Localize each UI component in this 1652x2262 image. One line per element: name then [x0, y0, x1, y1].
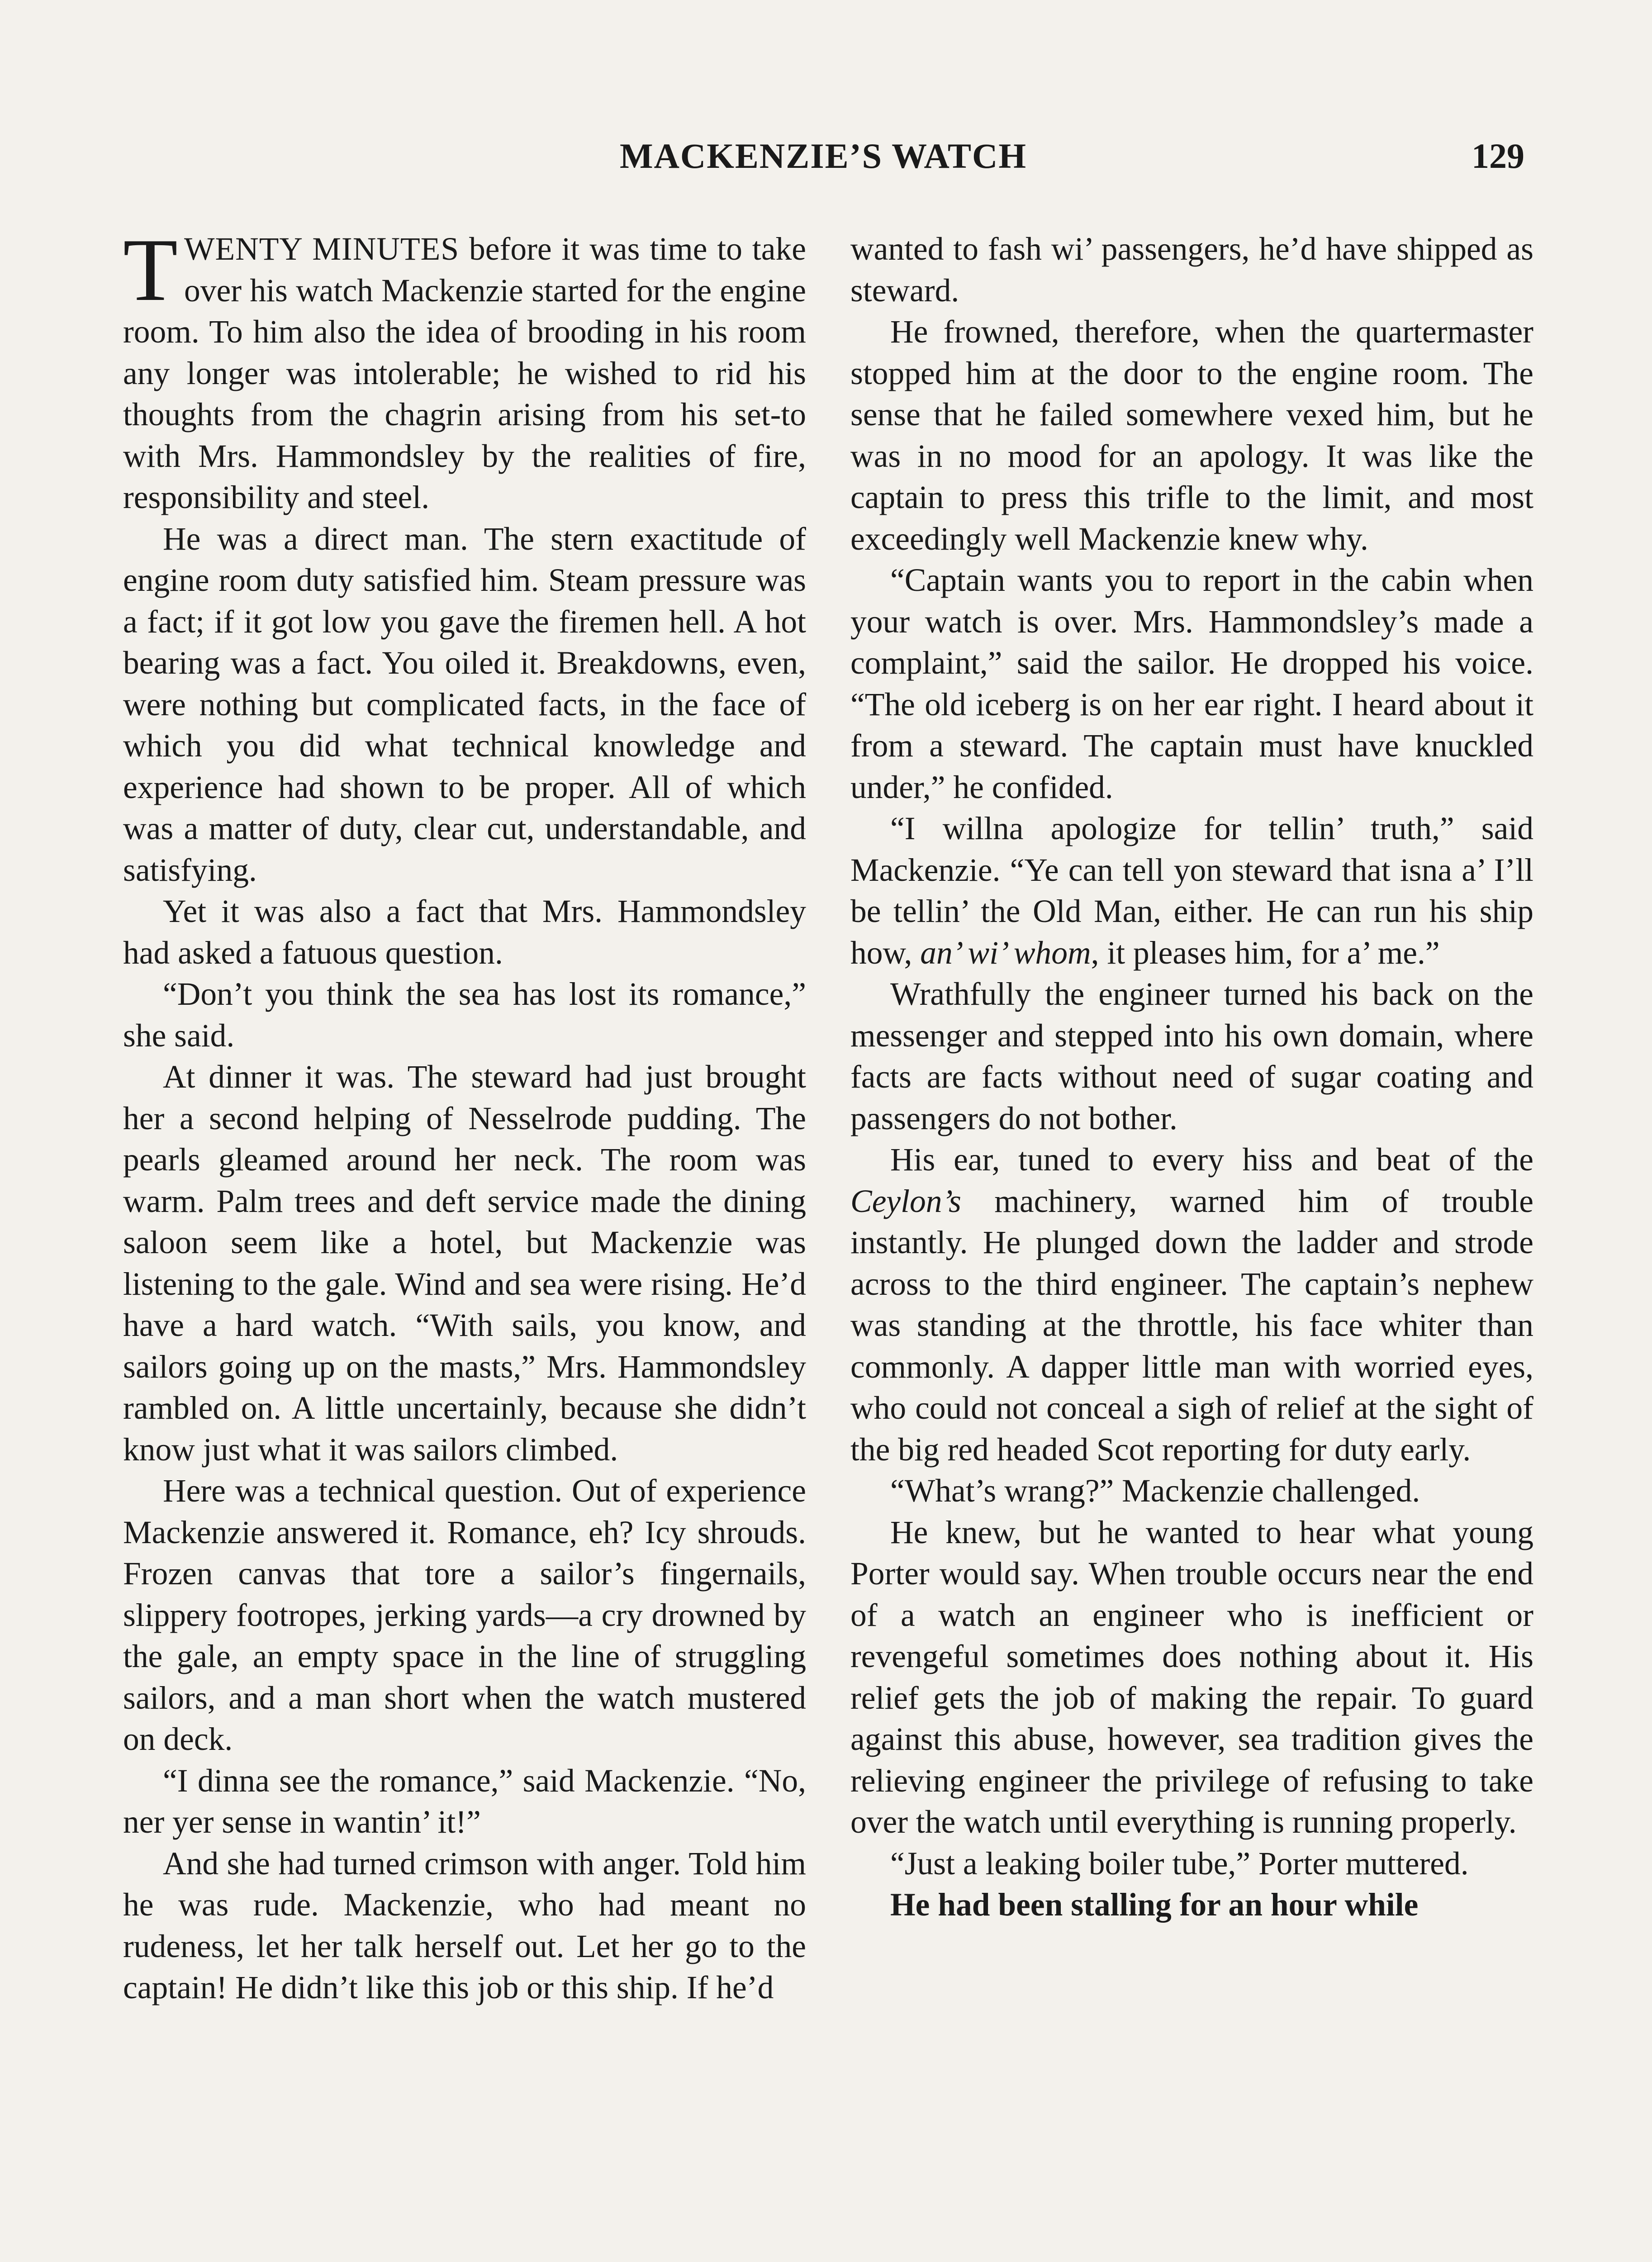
ship-name: Ceylon’s	[850, 1183, 961, 1219]
paragraph	[850, 1139, 1533, 1470]
italic-text: an’ wi’ whom	[920, 935, 1091, 971]
paragraph: wanted to fash wi’ passengers, he’d have shipped as steward.	[850, 231, 1533, 309]
page-header	[122, 136, 1524, 185]
paragraph-text: before it was time to take over his watch Mackenzie started for the engine room. To him also the idea of brooding in his room any longer was intolerable; he wished to rid his thoughts from the chagrin arising from his set-to with Mrs. Hammondsley by the realities of fire, responsibility and steel.	[123, 231, 806, 515]
paragraph	[850, 808, 1533, 974]
paragraph: “Captain wants you to report in the cabin when your watch is over. Mrs. Hammondsley’s made a complaint,” said the sailor. He dropped his voice. “The old iceberg is on her ear right. I heard about it from a steward. The captain must have knuckled under,” he confided.	[850, 562, 1533, 805]
drop-cap: T	[123, 220, 178, 319]
paragraph-text: machinery, warned him of trouble instantly. He plunged down the ladder and strode across to the third engineer. The captain’s nephew was standing at the throttle, his face whiter than commonly. A dapper little man with worried eyes, who could not conceal a sigh of relief at the sight of the big red headed Scot reporting for duty early.	[850, 1183, 1533, 1468]
running-title: MACKENZIE’S WATCH	[619, 136, 1027, 176]
paragraph: “Just a leaking boiler tube,” Porter muttered.	[890, 1845, 1469, 1882]
paragraph-text: His ear, tuned to every hiss and beat of the	[890, 1142, 1533, 1178]
paragraph: “What’s wrang?” Mackenzie challenged.	[890, 1473, 1420, 1509]
paragraph: Wrathfully the engineer turned his back on the messenger and stepped into his own domain, where facts are facts without need of sugar coating and passengers do not bother.	[850, 976, 1533, 1136]
paragraph	[123, 220, 806, 518]
paragraph: He was a direct man. The stern exactitude of engine room duty satisfied him. Steam pressure was a fact; if it got low you gave the firemen hell. A hot bearing was a fact. You oiled it. Breakdowns, even, were nothing but complicated facts, in the face of which you did what technical knowledge and experience had shown to be proper. All of which was a matter of duty, clear cut, understandable, and satisfying.	[123, 521, 806, 888]
paragraph: “Don’t you think the sea has lost its romance,” she said.	[123, 976, 806, 1054]
paragraph: Yet it was also a fact that Mrs. Hammondsley had asked a fatuous question.	[123, 893, 806, 971]
paragraph: And she had turned crimson with anger. Told him he was rude. Mackenzie, who had meant no rudeness, let her talk herself out. Let her go to the captain! He didn’t like this job or this ship. If he’d	[123, 1845, 806, 2005]
right-column	[850, 228, 1533, 1926]
paragraph: He frowned, therefore, when the quartermaster stopped him at the door to the engine room. The sense that he failed somewhere vexed him, but he was in no mood for an apology. It was like the captain to press this trifle to the limit, and most exceedingly well Mackenzie knew why.	[850, 314, 1533, 557]
paragraph-text: , it pleases him, for a’ me.”	[1091, 935, 1440, 971]
paragraph: He knew, but he wanted to hear what young Porter would say. When trouble occurs near the end of a watch an engineer who is inefficient or revengeful sometimes does nothing about it. His relief gets the job of making the repair. To guard against this abuse, however, sea tradition gives the relieving engineer the privilege of refusing to take over the watch until everything is running properly.	[850, 1514, 1533, 1840]
paragraph-text: “I willna apologize for tellin’ truth,” said Mackenzie. “Ye can tell yon steward that isna a’ I’ll be tellin’ the Old Man, either. He can run his ship how,	[850, 811, 1533, 971]
paragraph: At dinner it was. The steward had just brought her a second helping of Nesselrode pudding. The pearls gleamed around her neck. The room was warm. Palm trees and deft service made the dining saloon seem like a hotel, but Mackenzie was listening to the gale. Wind and sea were rising. He’d have a hard watch. “With sails, you know, and sailors going up on the masts,” Mrs. Hammondsley rambled on. A little uncertainly, because she didn’t know just what it was sailors climbed.	[123, 1059, 806, 1468]
paragraph: “I dinna see the romance,” said Mackenzie. “No, ner yer sense in wantin’ it!”	[123, 1763, 806, 1840]
left-column	[123, 220, 806, 2009]
opening-words: WENTY MINUTES	[184, 231, 460, 267]
paragraph: Here was a technical question. Out of experience Mackenzie answered it. Romance, eh? Icy shrouds. Frozen canvas that tore a sailor’s fingernails, slippery footropes, jerking yards—a cry drowned by the gale, an empty space in the line of struggling sailors, and a man short when the watch mustered on deck.	[123, 1473, 806, 1757]
paragraph: He had been stalling for an hour while	[890, 1887, 1419, 1923]
page-number: 129	[1472, 136, 1524, 176]
